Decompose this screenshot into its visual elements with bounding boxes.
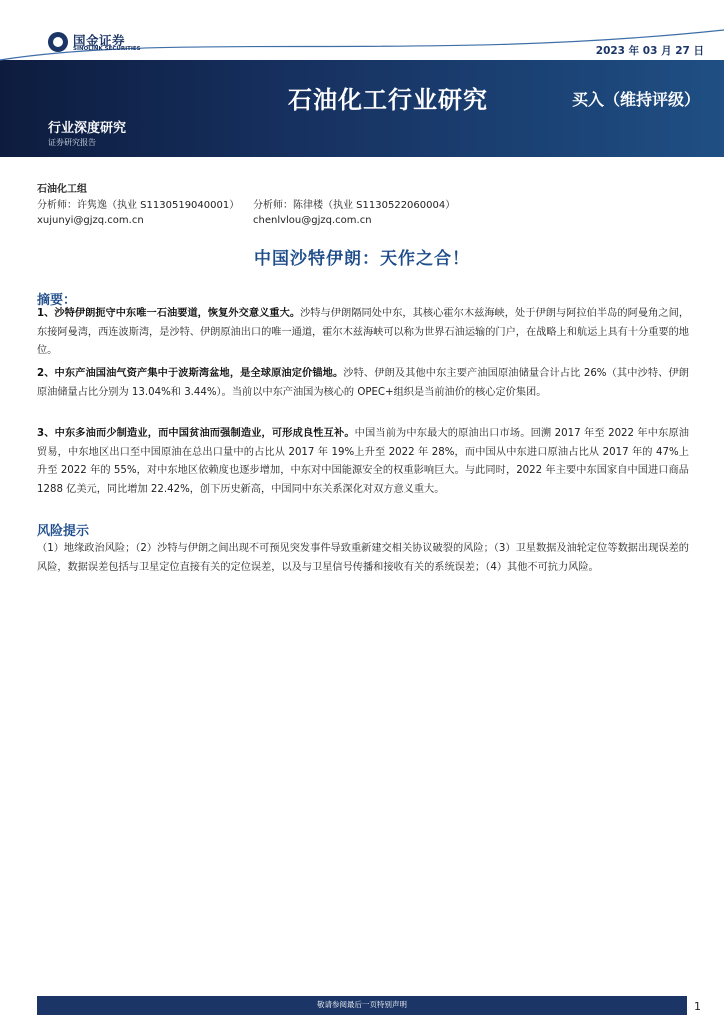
page-number: 1 bbox=[694, 1000, 701, 1013]
brand-name-en: SINOLINK SECURITIES bbox=[73, 46, 141, 52]
analyst-1-email[interactable]: xujunyi@gjzq.com.cn bbox=[37, 215, 144, 226]
analyst-2: 分析师：陈律楼（执业 S1130522060004） bbox=[253, 199, 456, 211]
summary-point-3-title: 3、中东多油而少制造业，而中国贫油而强制造业，可形成良性互补。 bbox=[37, 428, 355, 439]
report-header bbox=[0, 0, 724, 157]
summary-point-1-title: 1、沙特伊朗扼守中东唯一石油要道，恢复外交意义重大。 bbox=[37, 308, 301, 319]
risk-text: （1）地缘政治风险；（2）沙特与伊朗之间出现不可预见突发事件导致重新建交相关协议破裂的风险；（3）卫星数据及油轮定位等数据出现误差的风险，数据误差包括与卫星定位直接有关的定位误差，以及与卫星信号传播和接收有关的系统误差；（4）其他不可抗力风险。 bbox=[37, 543, 689, 573]
logo-mark-icon bbox=[48, 32, 68, 52]
document-title: 中国沙特伊朗：天作之合！ bbox=[254, 249, 470, 269]
analyst-1: 分析师：许隽逸（执业 S1130519040001） bbox=[37, 199, 240, 211]
summary-point-2 bbox=[37, 365, 689, 402]
summary-point-1-text: 沙特与伊朗隔同处中东，其核心霍尔木兹海峡，处于伊朗与阿拉伯半岛的阿曼角之间，东接阿曼湾，西连波斯湾，是沙特、伊朗原油出口的唯一通道，霍尔木兹海峡可以称为世界石油运输的门户，在战略上和航运上具有十分重要的地位。 bbox=[37, 308, 690, 357]
summary-point-3-text: 中国当前为中东最大的原油出口市场。回溯 2017 年至 2022 年中东原油贸易，中东地区出口至中国原油在总出口量中的占比从 2017 年 19%上升至 2022 年 28%，而中国从中东进口原油占比从 2017 年的 47%上升至 2022 年的 55%，对中东地区依赖度也逐步增加，中东对中国能源安全的权重影响巨大。与此同时，2022 年主要中东国家自中国进口商品 1288 亿美元，同比增加 22.42%，创下历史新高，中国同中东关系深化对双方意义重大。 bbox=[37, 428, 689, 495]
rating-label: 买入（维持评级） bbox=[572, 90, 701, 109]
footer-disclaimer: 敬请参阅最后一页特别声明 bbox=[317, 1000, 407, 1009]
analyst-group: 石油化工组 bbox=[37, 184, 87, 195]
analyst-info bbox=[37, 182, 697, 229]
summary-heading: 摘要： bbox=[37, 293, 77, 308]
report-title: 石油化工行业研究 bbox=[288, 86, 488, 114]
brand-name-cn: 国金证券 bbox=[73, 33, 126, 48]
report-type: 行业深度研究 bbox=[48, 121, 127, 136]
summary-point-1 bbox=[37, 305, 689, 361]
analyst-2-email[interactable]: chenlvlou@gjzq.com.cn bbox=[253, 215, 372, 226]
footer-bar bbox=[37, 996, 687, 1015]
risk-heading: 风险提示 bbox=[37, 524, 90, 539]
summary-point-2-text: 沙特、伊朗及其他中东主要产油国原油储量合计占比 26%（其中沙特、伊朗原油储量占比分别为 13.04%和 3.44%）。当前以中东产油国为核心的 OPEC+组织是当前油价的核心定价集团。 bbox=[37, 368, 689, 398]
summary-point-3 bbox=[37, 425, 689, 499]
report-subtype: 证券研究报告 bbox=[48, 138, 96, 147]
summary-point-2-title: 2、中东产油国油气资产集中于波斯湾盆地，是全球原油定价锚地。 bbox=[37, 368, 344, 379]
report-date: 2023 年 03 月 27 日 bbox=[595, 45, 704, 57]
